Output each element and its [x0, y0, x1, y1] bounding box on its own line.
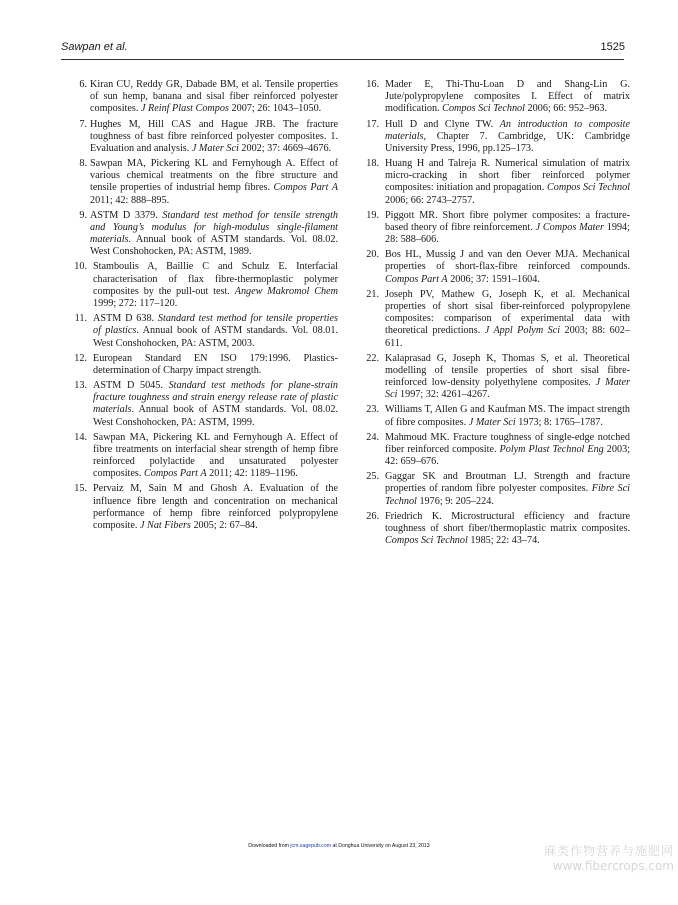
reference-authors-title: Williams T, Allen G and Kaufman MS. The impact strength of fibre composites.: [385, 404, 630, 428]
reference-text: [385, 511, 630, 548]
reference-italic: J Mater Sci: [385, 377, 630, 401]
reference-number: 18.: [366, 158, 379, 169]
reference-item: [366, 511, 630, 548]
reference-italic: Standard test method for tensile strength and Young’s modulus for high-modulus single-filament materials: [90, 209, 338, 246]
reference-authors-title: ASTM D 5045.: [93, 379, 169, 391]
reference-details: 2007; 26: 1043–1050.: [228, 103, 322, 115]
reference-item: [366, 79, 630, 116]
reference-details: 1999; 272: 117–120.: [93, 298, 178, 310]
reference-italic: An introduction to composite materials: [385, 118, 630, 142]
reference-authors-title: Kiran CU, Reddy GR, Dabade BM, et al. Tensile properties of sun hemp, banana and sisal fiber reinforced polyester composites.: [90, 79, 338, 115]
reference-text: [90, 79, 338, 116]
footer-suffix: at Donghua University on August 23, 2013: [331, 843, 430, 849]
reference-number: 6.: [79, 79, 87, 90]
reference-details: 1976; 9: 205–224.: [416, 495, 494, 507]
reference-text: [93, 432, 338, 481]
reference-authors-title: Pervaiz M, Sain M and Ghosh A. Evaluation of the influence fibre length and concentration on mechanical performance of hemp fibre reinforced polypropylene composite.: [93, 483, 338, 531]
reference-text: [93, 483, 338, 532]
reference-italic: J Mater Sci: [191, 142, 239, 154]
references-column-left: [74, 79, 338, 535]
reference-text: [385, 79, 630, 116]
reference-number: 15.: [74, 483, 87, 495]
reference-text: [385, 158, 630, 207]
reference-number: 24.: [366, 431, 379, 443]
reference-italic: Standard test methods for plane-strain fracture toughness and strain energy release rate of plastic materials: [93, 379, 338, 416]
reference-number: 23.: [366, 404, 379, 416]
reference-number: 19.: [366, 209, 379, 221]
reference-number: 11.: [74, 313, 87, 325]
reference-number: 10.: [74, 261, 87, 273]
reference-text: [385, 119, 630, 156]
reference-italic: J Nat Fibers: [139, 519, 191, 531]
reference-text: [93, 353, 338, 377]
references-column-right: [366, 79, 630, 550]
reference-item: [74, 158, 338, 207]
reference-authors-title: Friedrich K. Microstructural efficiency and fracture toughness of short fiber/thermoplastic matrix composites.: [385, 510, 630, 534]
reference-details: , Chapter 7. Cambridge, UK: Cambridge University Press, 1996, pp.125–173.: [385, 130, 630, 154]
reference-details: 2005; 2: 67–84.: [190, 519, 258, 531]
reference-item: [366, 119, 630, 156]
reference-number: 17.: [366, 118, 379, 130]
reference-item: [366, 249, 630, 286]
reference-authors-title: Mahmoud MK. Fracture toughness of single-edge notched fiber reinforced composite.: [385, 431, 630, 455]
reference-item: [366, 210, 630, 247]
footer-link[interactable]: jcm.sagepub.com: [290, 843, 332, 849]
reference-italic: Fibre Sci Technol: [385, 483, 630, 507]
reference-details: 2002; 37: 4669–4676.: [238, 142, 332, 154]
reference-italic: Compos Sci Technol: [442, 103, 525, 115]
reference-number: 22.: [366, 352, 379, 364]
reference-number: 16.: [366, 79, 379, 90]
reference-item: [366, 289, 630, 350]
reference-text: [90, 158, 338, 207]
reference-authors-title: Sawpan MA, Pickering KL and Fernyhough A. Effect of fibre treatments on interfacial shear strength of hemp fibre reinforced polylactide and unsaturated polyester composites.: [93, 431, 338, 480]
reference-details: 2006; 37: 1591–1604.: [447, 273, 540, 285]
reference-text: [385, 432, 630, 469]
reference-authors-title: ASTM D 3379.: [90, 209, 163, 221]
running-header-page-number: 1525: [600, 41, 625, 53]
reference-item: [74, 313, 338, 350]
reference-authors-title: Piggott MR. Short fibre polymer composites: a fracture-based theory of fibre reinforcement.: [385, 209, 630, 233]
reference-number: 13.: [74, 379, 87, 391]
reference-italic: Polym Plast Technol Eng: [499, 443, 604, 455]
reference-item: [74, 483, 338, 532]
reference-italic: Compos Sci Technol: [546, 182, 630, 194]
reference-italic: J Appl Polym Sci: [484, 325, 561, 337]
reference-number: 25.: [366, 471, 379, 483]
reference-number: 20.: [366, 249, 379, 261]
reference-text: [385, 471, 630, 508]
reference-italic: Compos Part A: [385, 273, 448, 285]
reference-details: 1994; 28: 588–606.: [385, 221, 630, 246]
reference-authors-title: Bos HL, Mussig J and van den Oever MJA. Mechanical properties of short-flax-fibre reinforced compounds.: [385, 249, 630, 273]
reference-italic: J Compos Mater: [535, 221, 604, 233]
reference-authors-title: Hughes M, Hill CAS and Hague JRB. The fracture toughness of bast fibre reinforced polyester composites. 1. Evaluation and analysis.: [90, 118, 338, 154]
reference-details: 2003; 88: 602–611.: [385, 325, 630, 349]
reference-authors-title: Stamboulis A, Baillie C and Schulz E. Interfacial characterisation of flax fibre-thermoplastic polymer composites by the pull-out test.: [93, 261, 338, 297]
reference-details: 2006; 66: 952–963.: [524, 103, 608, 115]
reference-details: 2011; 42: 1189–1196.: [206, 468, 298, 480]
reference-text: [385, 289, 630, 350]
reference-details: . Annual book of ASTM standards. Vol. 08.02. West Conshohocken, PA: ASTM, 1989.: [90, 234, 338, 258]
reference-authors-title: Kalaprasad G, Joseph K, Thomas S, et al. Theoretical modelling of tensile properties of short sisal fibre-reinforced low-density polyethylene composites.: [385, 352, 630, 389]
reference-authors-title: Huang H and Talreja R. Numerical simulation of matrix micro-cracking in short fiber reinforced polymer composites: initiation and propagation.: [385, 158, 630, 194]
reference-text: [385, 210, 630, 247]
reference-italic: J Mater Sci: [468, 416, 516, 428]
reference-details: . Annual book of ASTM standards. Vol. 08.02. West Conshohocken, PA: ASTM, 1999.: [93, 404, 338, 428]
reference-number: 26.: [366, 510, 379, 522]
reference-authors-title: Gaggar SK and Broutman LJ. Strength and fracture properties of random fibre polyester composites.: [385, 471, 630, 495]
reference-item: [74, 79, 338, 116]
reference-item: [366, 353, 630, 402]
reference-number: 8.: [79, 158, 87, 169]
reference-item: [74, 380, 338, 429]
reference-authors-title: ASTM D 638.: [93, 313, 158, 325]
reference-text: [93, 380, 338, 429]
reference-italic: Standard test method for tensile properties of plastics: [93, 313, 338, 337]
reference-number: 14.: [74, 431, 87, 443]
reference-text: [385, 353, 630, 402]
reference-item: [366, 404, 630, 428]
reference-item: [366, 158, 630, 207]
reference-details: 2006; 66: 2743–2757.: [385, 194, 475, 206]
reference-details: . Annual book of ASTM standards. Vol. 08.01. West Conshohocken, PA: ASTM, 2003.: [93, 325, 338, 349]
reference-item: [74, 353, 338, 377]
reference-italic: Compos Part A: [273, 182, 338, 194]
reference-italic: J Reinf Plast Compos: [140, 103, 229, 115]
running-header-author: Sawpan et al.: [61, 41, 128, 53]
reference-item: [366, 432, 630, 469]
reference-details: 2011; 42: 888–895.: [90, 194, 170, 206]
reference-authors-title: European Standard EN ISO 179:1996. Plastics-determination of Charpy impact strength.: [93, 352, 338, 376]
reference-item: [74, 210, 338, 259]
reference-text: [93, 313, 338, 350]
reference-text: [90, 119, 338, 156]
footer-prefix: Downloaded from: [248, 843, 291, 849]
watermark-url: www.fibercrops.com: [552, 859, 674, 873]
reference-text: [90, 210, 338, 259]
reference-item: [74, 261, 338, 310]
site-watermark: [544, 844, 674, 874]
reference-number: 9.: [79, 209, 87, 221]
reference-authors-title: Mader E, Thi-Thu-Loan D and Shang-Lin G. Jute/polypropylene composites I. Effect of matrix modification.: [385, 79, 630, 115]
reference-number: 12.: [74, 352, 87, 364]
reference-details: 1997; 32: 4261–4267.: [397, 389, 490, 401]
reference-text: [385, 404, 630, 428]
reference-number: 7.: [79, 118, 87, 130]
reference-text: [93, 261, 338, 310]
reference-details: 1985; 22: 43–74.: [467, 535, 540, 547]
watermark-chinese-text: 麻类作物营养与施肥网: [543, 844, 674, 858]
reference-item: [366, 471, 630, 508]
reference-number: 21.: [366, 288, 379, 300]
reference-details: 1973; 8: 1765–1787.: [515, 416, 603, 428]
reference-authors-title: Sawpan MA, Pickering KL and Fernyhough A. Effect of various chemical treatments on the fibre structure and tensile properties of industrial hemp fibres.: [90, 158, 338, 194]
reference-text: [385, 249, 630, 286]
reference-italic: Compos Part A: [143, 468, 207, 480]
reference-italic: Angew Makromol Chem: [234, 285, 338, 297]
reference-authors-title: Hull D and Clyne TW.: [385, 118, 500, 130]
reference-item: [74, 119, 338, 156]
reference-italic: Compos Sci Technol: [385, 535, 468, 547]
reference-details: 2003; 42: 659–676.: [385, 443, 630, 468]
reference-authors-title: Joseph PV, Mathew G, Joseph K, et al. Mechanical properties of short sisal fiber-reinforced polypropylene composites: comparison of experimental data with theoretical predictions.: [385, 288, 630, 337]
header-rule: [61, 59, 624, 60]
reference-item: [74, 432, 338, 481]
